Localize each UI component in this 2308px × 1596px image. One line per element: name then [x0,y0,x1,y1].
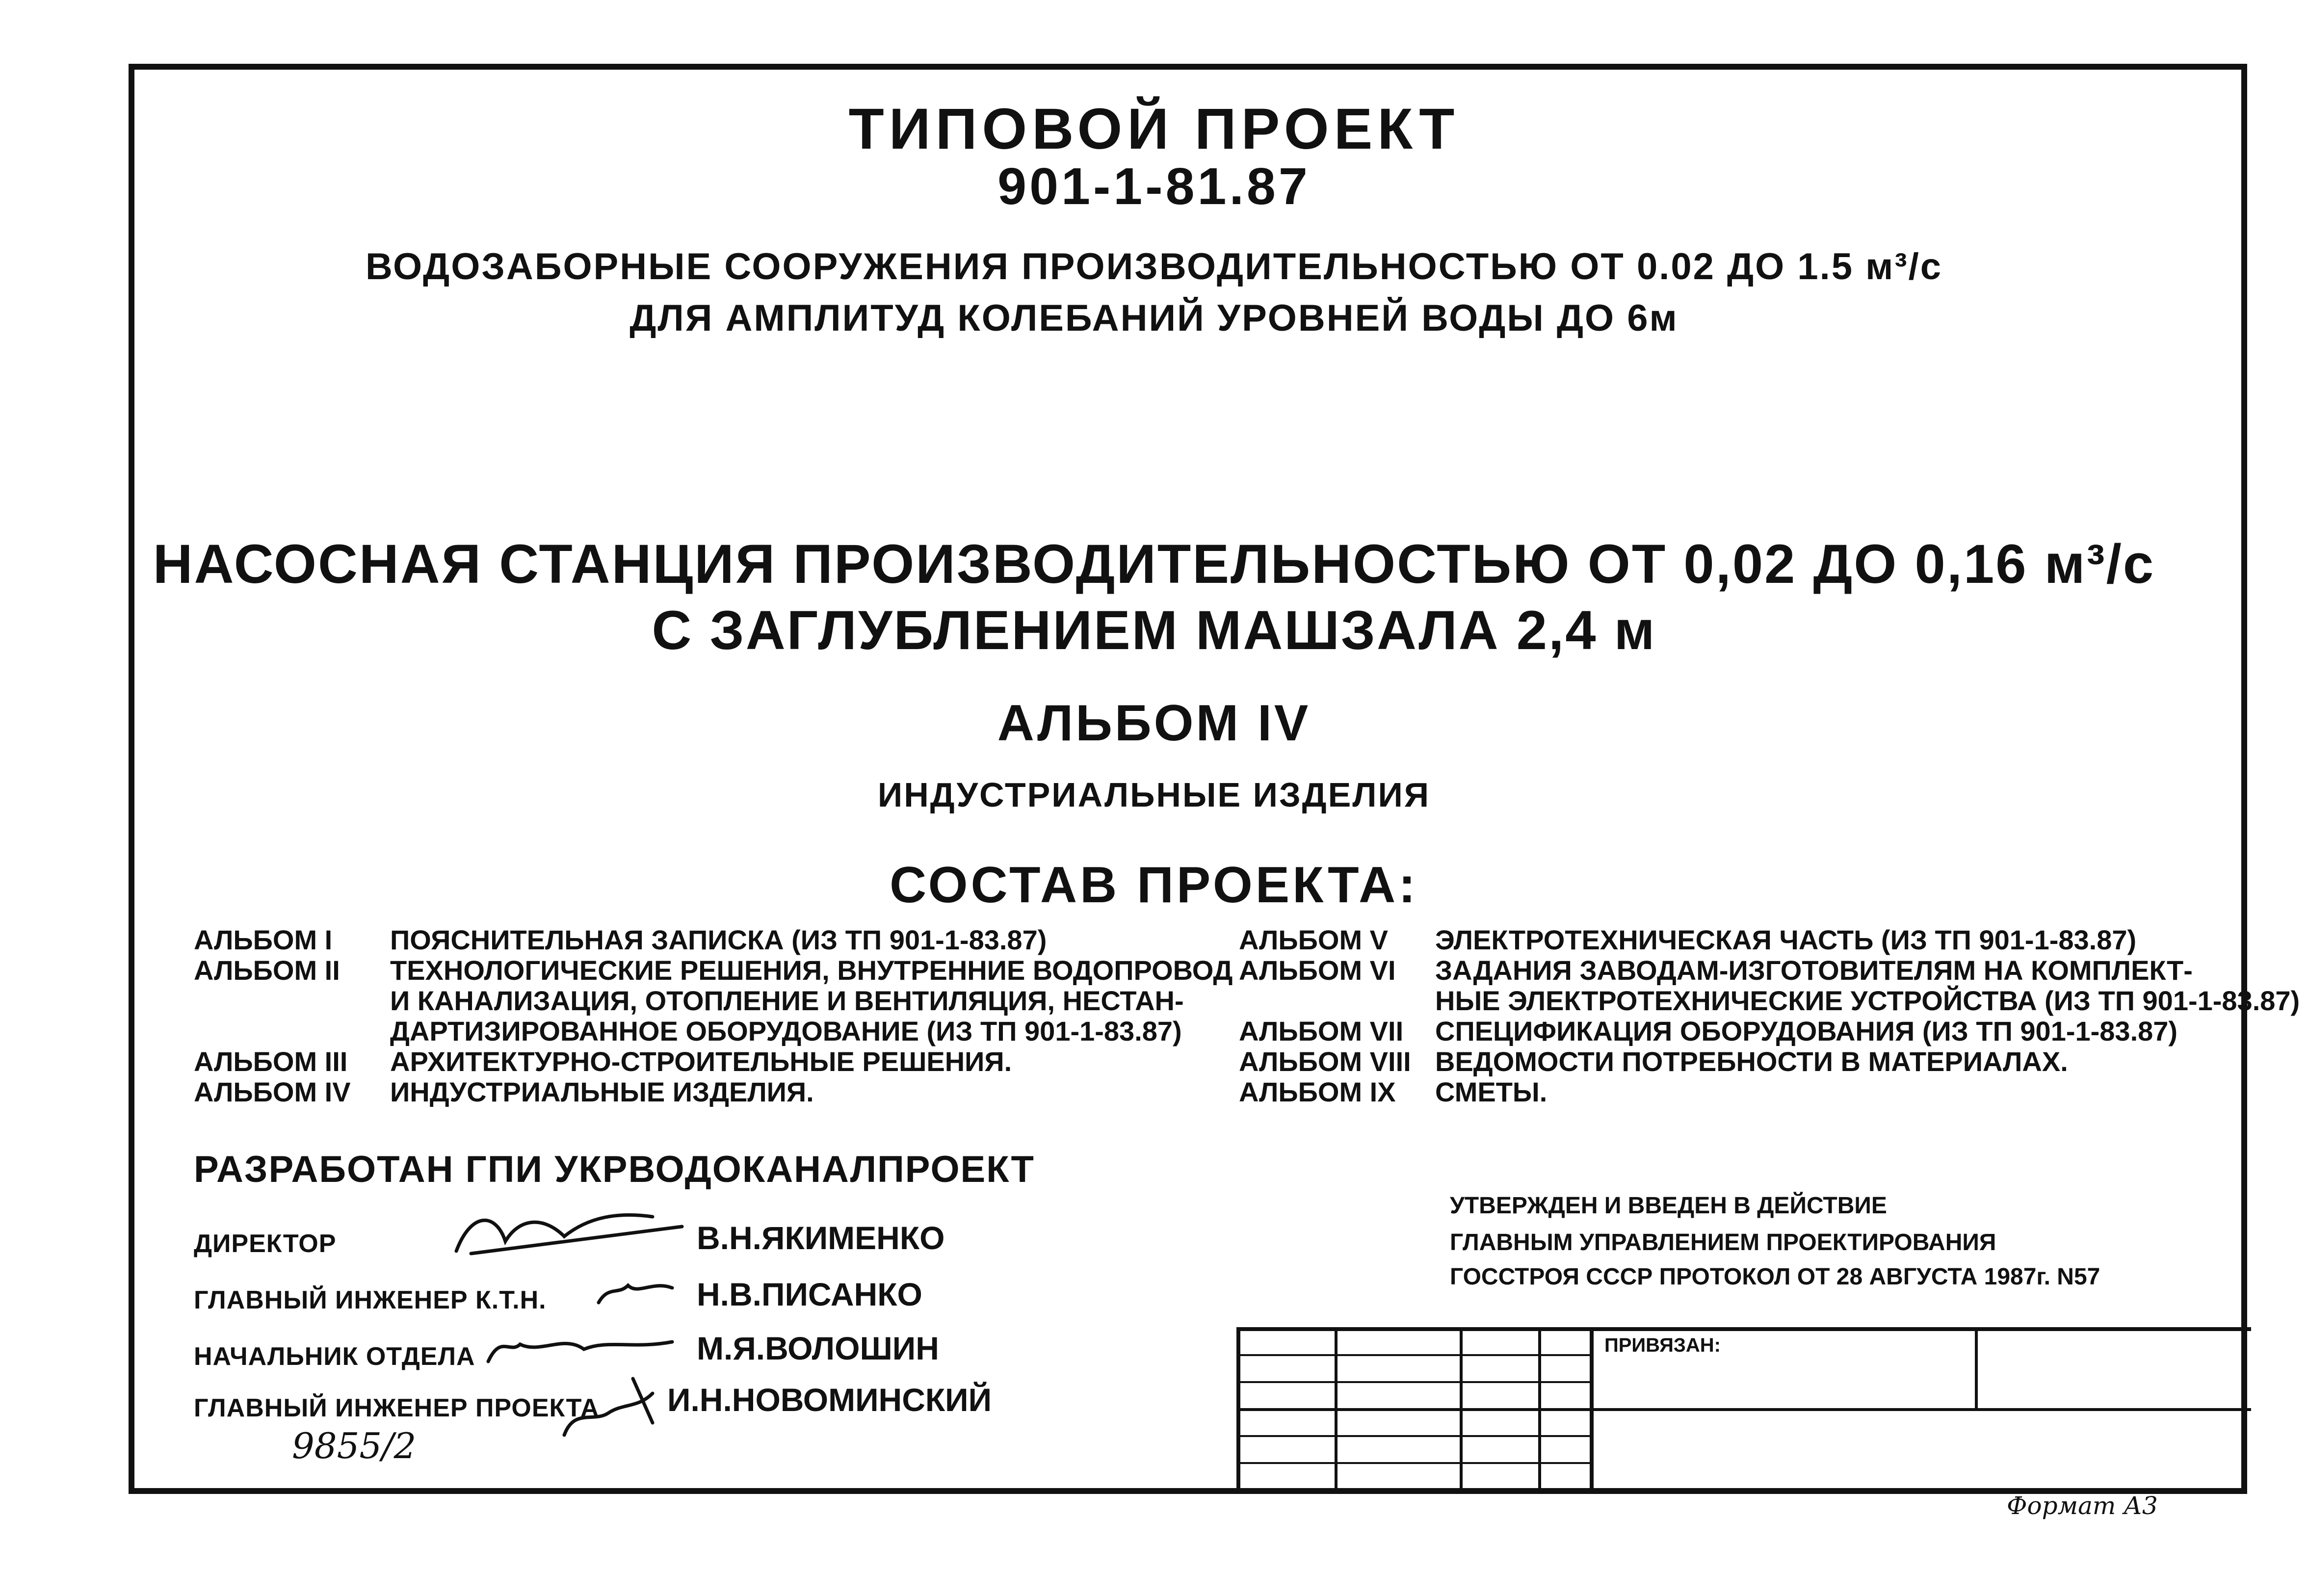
album-description: ПОЯСНИТЕЛЬНАЯ ЗАПИСКА (ИЗ ТП 901-1-83.87) [390,924,1047,955]
album-subtitle: ИНДУСТРИАЛЬНЫЕ ИЗДЕЛИЯ [877,776,1431,814]
developer-line: РАЗРАБОТАН ГПИ УКРВОДОКАНАЛПРОЕКТ [194,1149,1035,1190]
composition-heading: СОСТАВ ПРОЕКТА: [890,857,1418,914]
department-head-signature [488,1342,672,1361]
project-engineer-signature [564,1379,653,1435]
album-label: АЛЬБОМ VII [1239,1016,1404,1047]
signatory-name: Н.В.ПИСАНКО [697,1276,922,1312]
stamp-top-border [1236,1327,2251,1331]
station-title-line1: НАСОСНАЯ СТАНЦИЯ ПРОИЗВОДИТЕЛЬНОСТЬЮ ОТ 0,02 ДО 0,16 м³/с [153,533,2155,595]
project-number: 901-1-81.87 [997,157,1311,215]
album-description: И КАНАЛИЗАЦИЯ, ОТОПЛЕНИЕ И ВЕНТИЛЯЦИЯ, НЕСТАН- [390,985,1184,1016]
album-label: АЛЬБОМ III [194,1046,348,1077]
stamp-row-divider [1236,1462,1590,1464]
album-title: АЛЬБОМ IV [997,695,1311,752]
album-description: ИНДУСТРИАЛЬНЫЕ ИЗДЕЛИЯ. [390,1076,814,1107]
stamp-label: ПРИВЯЗАН: [1604,1334,1721,1356]
album-label: АЛЬБОМ VI [1239,955,1396,986]
director-signature [456,1215,682,1254]
approval-line3: ГОССТРОЯ СССР ПРОТОКОЛ ОТ 28 АВГУСТА 1987г. N57 [1450,1264,2100,1290]
album-description: ТЕХНОЛОГИЧЕСКИЕ РЕШЕНИЯ, ВНУТРЕННИЕ ВОДОПРОВОД [390,955,1233,986]
album-label: АЛЬБОМ V [1239,924,1389,955]
project-subtitle-line1: ВОДОЗАБОРНЫЕ СООРУЖЕНИЯ ПРОИЗВОДИТЕЛЬНОСТЬЮ ОТ 0.02 ДО 1.5 м³/с [365,246,1943,288]
album-description: СПЕЦИФИКАЦИЯ ОБОРУДОВАНИЯ (ИЗ ТП 901-1-83.87) [1435,1016,2178,1047]
signatory-name: И.Н.НОВОМИНСКИЙ [667,1382,992,1418]
album-description: ЭЛЕКТРОТЕХНИЧЕСКАЯ ЧАСТЬ (ИЗ ТП 901-1-83.87) [1435,924,2137,955]
signatory-role: ГЛАВНЫЙ ИНЖЕНЕР К.Т.Н. [194,1286,547,1314]
project-subtitle-line2: ДЛЯ АМПЛИТУД КОЛЕБАНИЙ УРОВНЕЙ ВОДЫ ДО 6м [629,297,1679,339]
album-description: СМЕТЫ. [1435,1076,1547,1107]
album-description: НЫЕ ЭЛЕКТРОТЕХНИЧЕСКИЕ УСТРОЙСТВА (ИЗ ТП 901-1-83.87) [1435,985,2300,1016]
signatory-name: М.Я.ВОЛОШИН [697,1330,939,1366]
stamp-row-divider [1236,1354,1590,1356]
album-label: АЛЬБОМ I [194,924,333,955]
signatory-role: ГЛАВНЫЙ ИНЖЕНЕР ПРОЕКТА [194,1394,600,1422]
signatory-role: НАЧАЛЬНИК ОТДЕЛА [194,1342,475,1371]
station-title-line2: С ЗАГЛУБЛЕНИЕМ МАШЗАЛА 2,4 м [652,600,1656,661]
chief-engineer-signature [599,1285,672,1303]
format-label: Формат А3 [2007,1491,2158,1520]
album-description: ВЕДОМОСТИ ПОТРЕБНОСТИ В МАТЕРИАЛАХ. [1435,1046,2068,1077]
album-label: АЛЬБОМ IX [1239,1076,1396,1107]
album-label: АЛЬБОМ VIII [1239,1046,1411,1077]
album-label: АЛЬБОМ II [194,955,340,986]
stamp-row-divider [1236,1408,2251,1411]
album-description: ЗАДАНИЯ ЗАВОДАМ-ИЗГОТОВИТЕЛЯМ НА КОМПЛЕКТ- [1435,955,2193,986]
approval-line1: УТВЕРЖДЕН И ВВЕДЕН В ДЕЙСТВИЕ [1450,1193,1887,1219]
signatory-role: ДИРЕКТОР [194,1230,337,1258]
inventory-number: 9855/2 [292,1425,417,1466]
stamp-row-divider [1236,1435,1590,1437]
stamp-row-divider [1236,1381,1590,1383]
album-description: АРХИТЕКТУРНО-СТРОИТЕЛЬНЫЕ РЕШЕНИЯ. [390,1046,1012,1077]
project-type-title: ТИПОВОЙ ПРОЕКТ [848,97,1460,161]
stamp-col-divider [1975,1327,1978,1411]
signatory-name: В.Н.ЯКИМЕНКО [697,1220,945,1256]
album-label: АЛЬБОМ IV [194,1076,351,1107]
approval-line2: ГЛАВНЫМ УПРАВЛЕНИЕМ ПРОЕКТИРОВАНИЯ [1450,1230,1996,1256]
album-description: ДАРТИЗИРОВАННОЕ ОБОРУДОВАНИЕ (ИЗ ТП 901-1-83.87) [390,1016,1182,1047]
